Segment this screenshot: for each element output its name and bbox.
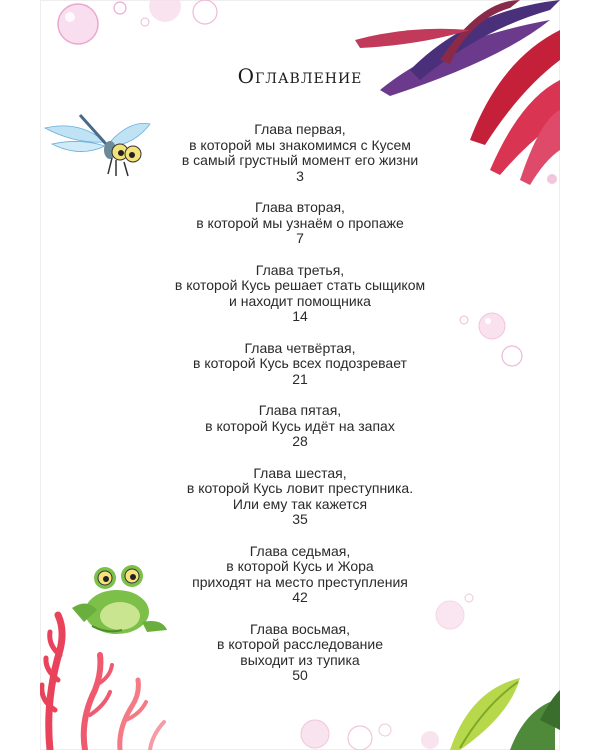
toc-line: Глава шестая, (253, 464, 347, 481)
toc-line: Или ему так кажется (232, 495, 368, 512)
toc-entry (100, 263, 500, 325)
toc-page-number: 14 (292, 308, 308, 324)
toc-page-number: 42 (292, 589, 308, 605)
toc-page-number: 7 (296, 230, 304, 246)
toc-line: Глава четвёртая, (244, 339, 356, 356)
toc-line: в которой Кусь идёт на запах (205, 417, 395, 434)
toc-line: в которой мы узнаём о пропаже (196, 214, 404, 231)
bubble-small-icon (545, 172, 559, 186)
toc-line: Глава третья, (255, 261, 345, 278)
toc-entry (100, 200, 500, 247)
toc-line: в которой Кусь всех подозревает (193, 355, 407, 371)
toc-line: в которой расследование (217, 636, 383, 652)
toc-entry (100, 466, 500, 528)
toc-page-number: 50 (292, 667, 308, 683)
toc-entry (100, 122, 500, 184)
toc-line: в которой Кусь решает стать сыщиком (174, 277, 426, 293)
page-title: Оглавление (237, 64, 363, 88)
bubbles-bottom-icon (220, 700, 450, 750)
toc-page-number: 3 (296, 167, 304, 184)
toc-entry (100, 544, 500, 606)
toc-line: в которой мы знакомимся с Кусем (189, 136, 411, 153)
toc-line: Глава пятая, (258, 402, 342, 418)
toc-line: Глава седьмая, (249, 542, 351, 559)
toc-line: в которой Кусь и Жора (226, 558, 374, 574)
toc-page-number: 28 (292, 433, 308, 449)
bubbles-icon (40, 0, 240, 60)
toc-line: и находит помощника (229, 292, 371, 309)
toc-page-number: 21 (292, 370, 308, 387)
toc-entry (100, 341, 500, 388)
toc-line: Глава восьмая, (250, 620, 350, 637)
toc-line: приходят на место преступления (192, 573, 408, 590)
toc-line: Глава вторая, (255, 199, 345, 215)
table-of-contents (100, 122, 500, 700)
toc-line: выходит из тупика (240, 651, 360, 668)
toc-page-number: 35 (292, 511, 308, 527)
toc-entry (100, 622, 500, 684)
toc-line: в самый грустный момент его жизни (181, 152, 419, 168)
toc-line: Глава первая, (254, 121, 346, 137)
toc-entry (100, 403, 500, 450)
toc-line: в которой Кусь ловит преступника. (186, 480, 414, 496)
